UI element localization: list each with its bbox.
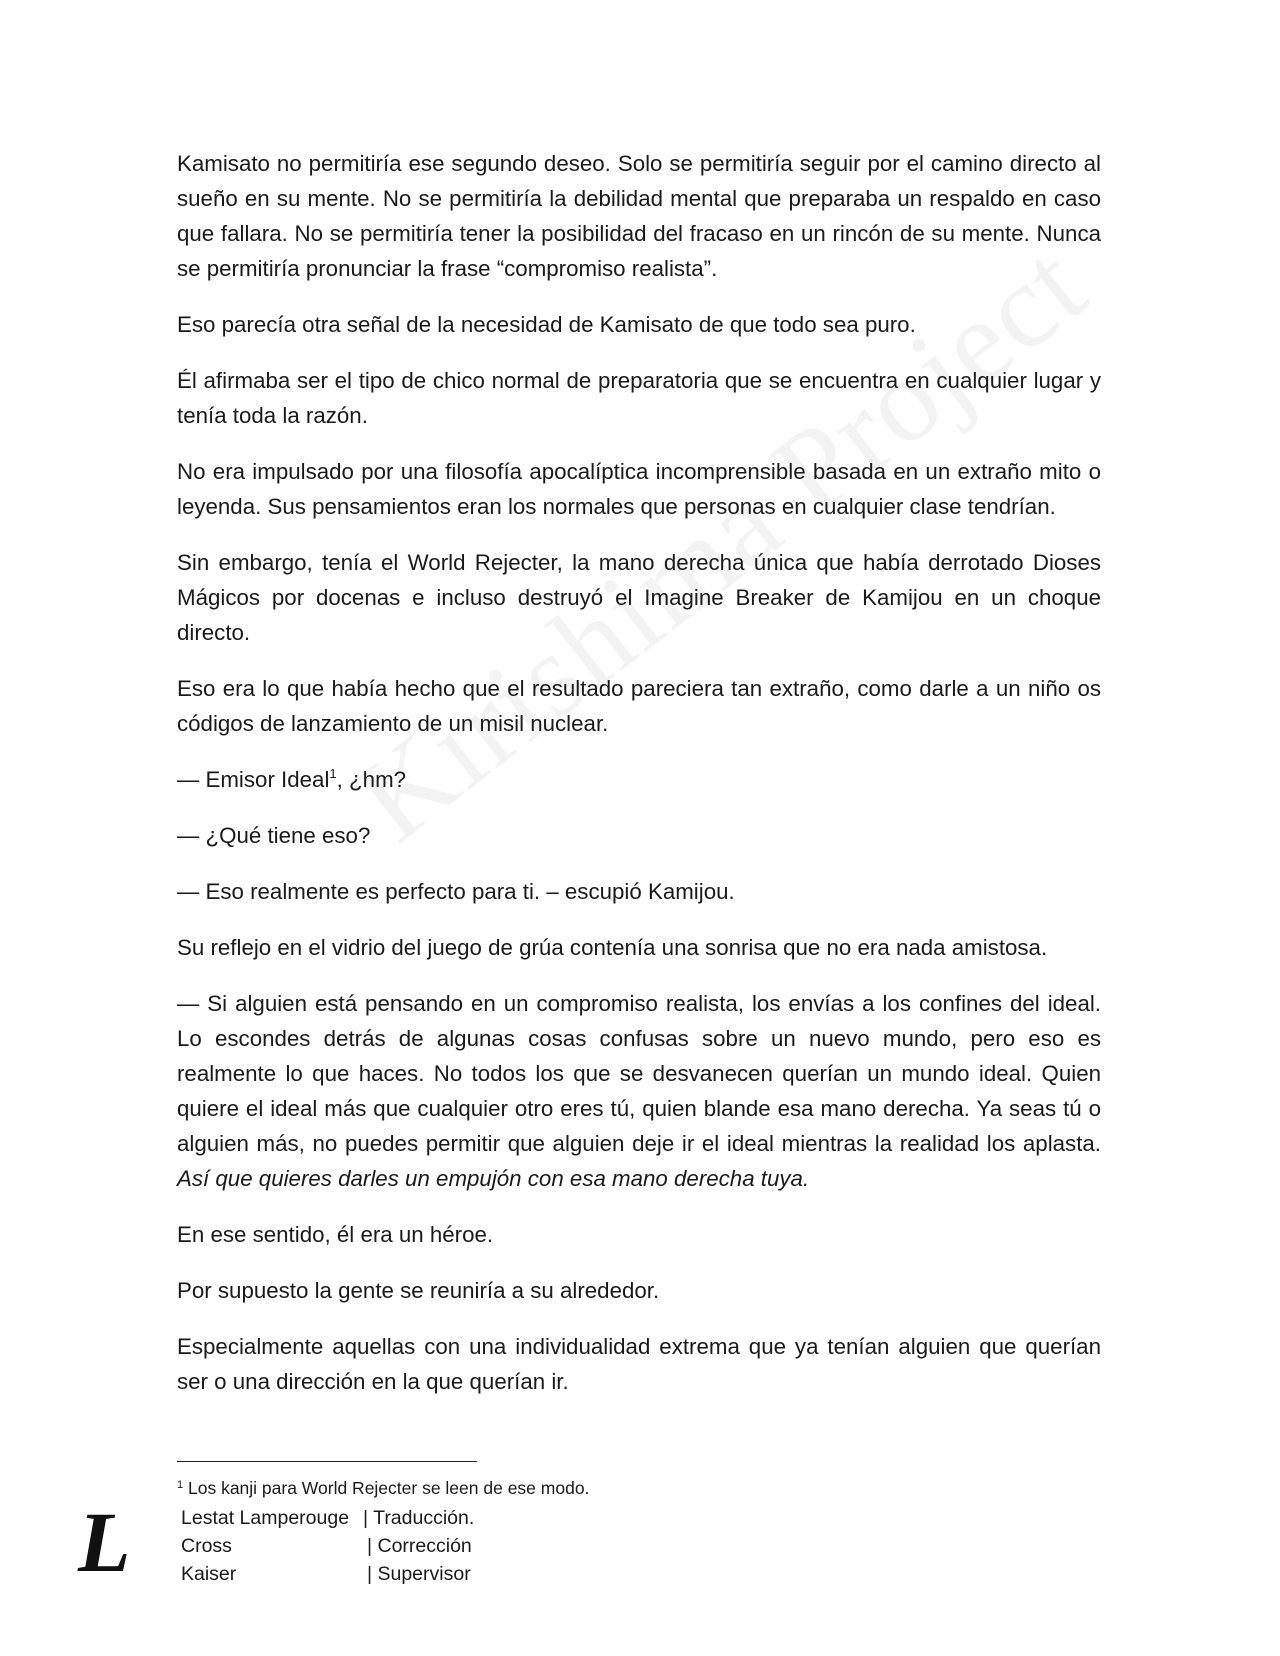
- paragraph: Eso era lo que había hecho que el resultado pareciera tan extraño, como darle a un niño os códigos de lanzamiento de un misil nuclear.: [177, 676, 1101, 736]
- credit-name: Lestat Lamperouge: [181, 1507, 350, 1529]
- dialogue-line: [177, 762, 1101, 797]
- dialogue-text: , ¿hm?: [336, 767, 407, 792]
- paragraph: Eso parecía otra señal de la necesidad de Kamisato de que todo sea puro.: [177, 312, 916, 337]
- footnote-divider: [177, 1461, 477, 1462]
- paragraph: No era impulsado por una filosofía apocalíptica incomprensible basada en un extraño mito o leyenda. Sus pensamientos eran los normales que personas en cualquier clase tendrían.: [177, 459, 1101, 519]
- dialogue-line: — ¿Qué tiene eso?: [177, 823, 371, 848]
- footnote-reference[interactable]: 1: [329, 766, 337, 781]
- credit-row: [181, 1532, 474, 1560]
- dialogue-line: — Eso realmente es perfecto para ti. – escupió Kamijou.: [177, 879, 735, 904]
- team-logo-icon: [76, 1505, 140, 1583]
- paragraph: Por supuesto la gente se reuniría a su alrededor.: [177, 1278, 660, 1303]
- credit-name: Cross: [181, 1535, 232, 1557]
- credit-row: [181, 1560, 474, 1588]
- credit-role: | Corrección: [367, 1535, 472, 1557]
- paragraph: Sin embargo, tenía el World Rejecter, la mano derecha única que había derrotado Dioses Mágicos por docenas e incluso destruyó el Imagine Breaker de Kamijou en un choque directo.: [177, 550, 1101, 645]
- paragraph: Kamisato no permitiría ese segundo deseo. Solo se permitiría seguir por el camino directo al sueño en su mente. No se permitiría la debilidad mental que preparaba un respaldo en caso que fallara. No se permitiría tener la posibilidad del fracaso en un rincón de su mente. Nunca se permitiría pronunciar la frase “compromiso realista”.: [177, 151, 1101, 281]
- dialogue-text: — Si alguien está pensando en un compromiso realista, los envías a los confines del ideal. Lo escondes detrás de algunas cosas confusas sobre un nuevo mundo, pero eso es realmente lo que haces. No todos los que se desvanecen querían un mundo ideal. Quien quiere el ideal más que cualquier otro eres tú, quien blande esa mano derecha. Ya seas tú o alguien más, no puedes permitir que alguien deje ir el ideal mientras la realidad los aplasta.: [177, 991, 1101, 1156]
- paragraph: Él afirmaba ser el tipo de chico normal de preparatoria que se encuentra en cualquier lugar y tenía toda la razón.: [177, 368, 1101, 428]
- paragraph: Su reflejo en el vidrio del juego de grúa contenía una sonrisa que no era nada amistosa.: [177, 935, 1048, 960]
- footnote: [177, 1476, 589, 1500]
- dialogue-line: [177, 986, 1101, 1196]
- body-text: [177, 146, 1101, 1420]
- footnote-marker: 1: [177, 1479, 184, 1491]
- paragraph: En ese sentido, él era un héroe.: [177, 1222, 494, 1247]
- credit-row: [181, 1504, 474, 1532]
- footnote-text: Los kanji para World Rejecter se leen de ese modo.: [183, 1478, 590, 1498]
- credits: [181, 1504, 474, 1588]
- credit-role: | Supervisor: [367, 1563, 471, 1585]
- logo-letter: L: [78, 1505, 131, 1583]
- dialogue-text: — Emisor Ideal: [177, 767, 330, 792]
- credit-role: | Traducción.: [363, 1507, 475, 1529]
- paragraph: Especialmente aquellas con una individualidad extrema que ya tenían alguien que querían ser o una dirección en la que querían ir.: [177, 1334, 1101, 1394]
- italic-thought: Así que quieres darles un empujón con esa mano derecha tuya.: [177, 1166, 810, 1191]
- credit-name: Kaiser: [181, 1563, 237, 1585]
